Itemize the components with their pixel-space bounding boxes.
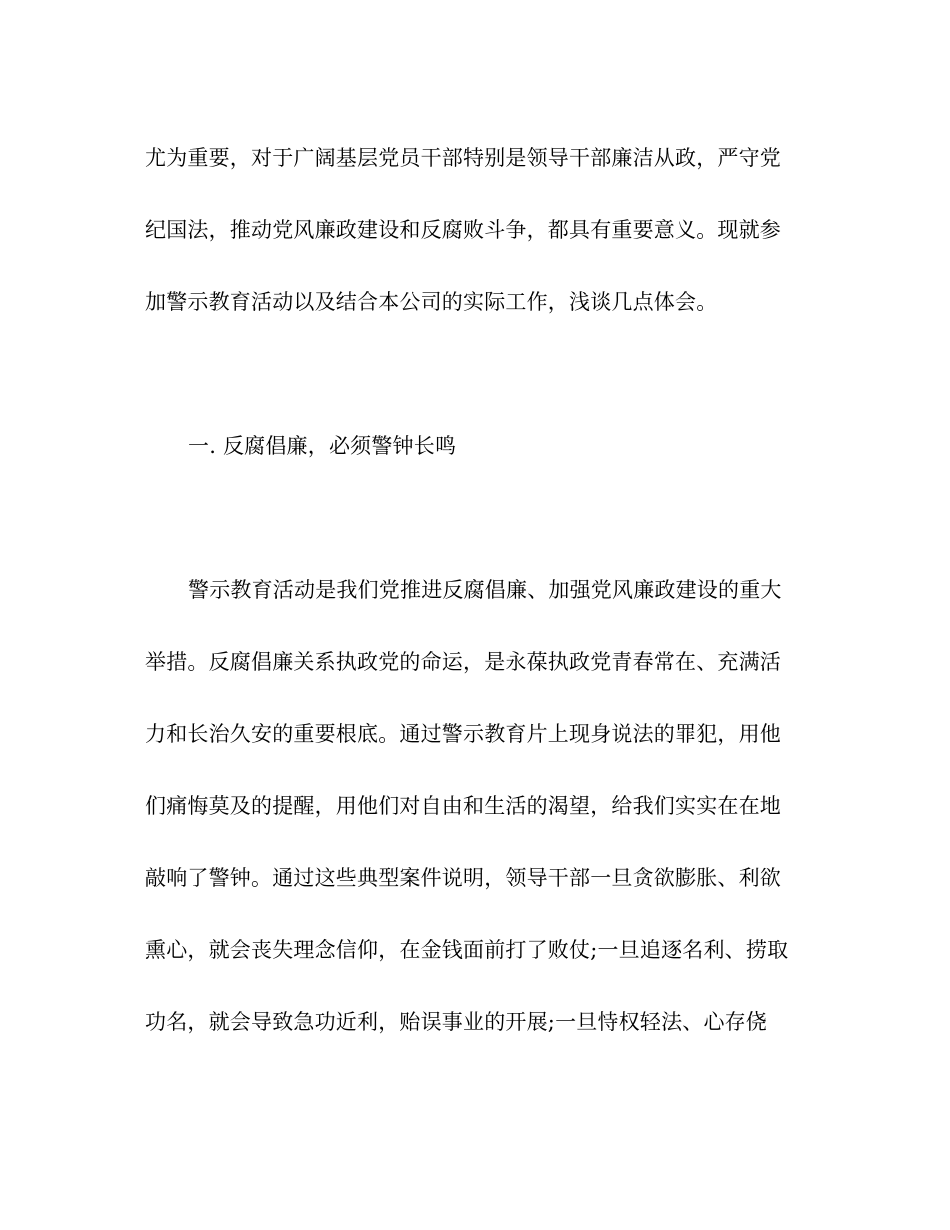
paragraph-2-line-3: 力和长治久安的重要根底。通过警示教育片上现身说法的罪犯，用他 xyxy=(145,722,781,746)
paragraph-2-line-6: 熏心，就会丧失理念信仰，在金钱面前打了败仗;一旦追逐名利、捞取 xyxy=(145,938,789,962)
paragraph-1-line-2: 纪国法，推动党风廉政建设和反腐败斗争，都具有重要意义。现就参 xyxy=(145,218,781,242)
paragraph-1-line-3: 加警示教育活动以及结合本公司的实际工作，浅谈几点体会。 xyxy=(145,290,718,314)
paragraph-2-line-2: 举措。反腐倡廉关系执政党的命运，是永葆执政党青春常在、充满活 xyxy=(145,650,781,674)
paragraph-2-line-1: 警示教育活动是我们党推进反腐倡廉、加强党风廉政建设的重大 xyxy=(188,578,782,602)
paragraph-2-line-5: 敲响了警钟。通过这些典型案件说明，领导干部一旦贪欲膨胀、利欲 xyxy=(145,866,781,890)
paragraph-2-line-4: 们痛悔莫及的提醒，用他们对自由和生活的渴望，给我们实实在在地 xyxy=(145,794,781,818)
paragraph-1-line-1: 尤为重要，对于广阔基层党员干部特别是领导干部廉洁从政，严守党 xyxy=(145,146,781,170)
section-heading: 一. 反腐倡廉，必须警钟长鸣 xyxy=(188,434,457,458)
paragraph-2-line-7: 功名，就会导致急功近利，贻误事业的开展;一旦恃权轻法、心存侥 xyxy=(145,1010,768,1034)
